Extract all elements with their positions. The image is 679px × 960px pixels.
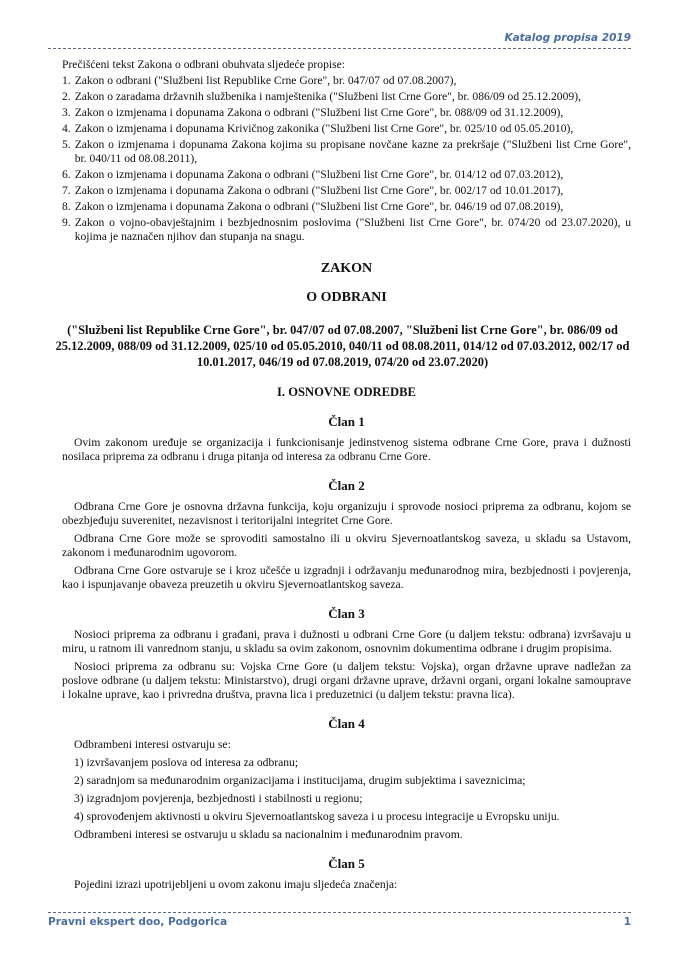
list-item-text: Zakon o izmjenama i dopunama Zakona kojima su propisane novčane kazne za prekršaje ("Službeni list Crne Gore", br. 040/11 od 08.08.2011), [74, 138, 631, 165]
article-4-item: 1) izvršavanjem poslova od interesa za odbranu; [74, 756, 299, 769]
article-1-title: Član 1 [328, 414, 365, 429]
list-item-number: 3. [62, 106, 71, 119]
article-4-item: 4) sprovođenjem aktivnosti u okviru Sjevernoatlantskog saveza i u procesu integracije u Evropsku uniju. [74, 810, 560, 823]
footer-publisher: Pravni ekspert doo, Podgorica [48, 916, 228, 928]
article-3-title: Član 3 [328, 606, 365, 621]
article-3-paragraph: Nosioci priprema za odbranu i građani, prava i dužnosti u odbrani Crne Gore (u daljem tekstu: odbrana) izvršavaju u miru, u ratnom ili vanrednom stanju, u skladu sa ovim zakonom, osnovnim dokumentima odbrane i drugim propisima. [62, 628, 631, 655]
page-number: 1 [623, 916, 631, 928]
list-item [62, 74, 631, 88]
article-2-title: Član 2 [328, 478, 365, 493]
list-item-text: Zakon o zaradama državnih službenika i namještenika ("Službeni list Crne Gore", br. 086/09 od 25.12.2009), [74, 90, 581, 103]
article-2-paragraph: Odbrana Crne Gore ostvaruje se i kroz učešće u izgradnji i održavanju međunarodnog mira, bezbjednosti i povjerenja, kao i ispunjavanje obaveza preuzetih u okviru Sjevernoatlantskog saveza. [62, 564, 631, 591]
list-item [62, 138, 631, 166]
document-body [55, 58, 631, 896]
list-item [62, 200, 631, 214]
page-footer [48, 912, 631, 929]
section-title: I. OSNOVNE ODREDBE [277, 385, 416, 399]
list-item [62, 90, 631, 104]
article-3-paragraph: Nosioci priprema za odbranu su: Vojska Crne Gore (u daljem tekstu: Vojska), organ državne uprave nadležan za poslove odbrane (u daljem tekstu: Ministarstvo), drugi organi državne uprave, državni organi, organi lokalne samouprave i lokalne uprave, kao i privredna društva, pravna lica i preduzetnici (u daljem tekstu: pravna lica). [62, 660, 631, 701]
article-2-paragraph: Odbrana Crne Gore je osnovna državna funkcija, koju organizuju i sprovode nosioci priprema za odbranu, kojom se obezbjeđuju suverenitet, nezavisnost i teritorijalni integritet Crne Gore. [62, 500, 631, 527]
list-item [62, 168, 631, 182]
law-title: ZAKON [320, 261, 373, 276]
regulations-list [62, 74, 631, 244]
article-4-paragraph: Odbrambeni interesi ostvaruju se: [74, 738, 231, 751]
article-2-paragraph: Odbrana Crne Gore može se sprovoditi samostalno ili u okviru Sjevernoatlantskog saveza, u skladu sa Ustavom, zakonom i međunarodnim ugovorom. [62, 532, 631, 559]
gazette-references: ("Službeni list Republike Crne Gore", br. 047/07 od 07.08.2007, "Službeni list Crne Gore", br. 086/09 od 25.12.2009, 088/09 od 31.12.2009, 025/10 od 05.05.2010, 040/11 od 08.08.2011, 014/12 od 07.03.2012, 002/17 od 10.01.2017, 046/19 od 07.08.2019, 074/20 od 23.07.2020) [55, 323, 630, 369]
list-item-text: Zakon o izmjenama i dopunama Zakona o odbrani ("Službeni list Crne Gore", br. 088/09 od 31.12.2009), [74, 106, 564, 119]
list-item-number: 1. [62, 74, 71, 87]
list-item [62, 184, 631, 198]
list-item-text: Zakon o odbrani ("Službeni list Republike Crne Gore", br. 047/07 od 07.08.2007), [74, 74, 457, 87]
list-item-number: 8. [62, 200, 71, 213]
article-4-item: 3) izgradnjom povjerenja, bezbjednosti i stabilnosti u regionu; [74, 792, 363, 805]
law-subtitle: O ODBRANI [306, 290, 387, 305]
list-item [62, 216, 631, 244]
list-item-text: Zakon o izmjenama i dopunama Zakona o odbrani ("Službeni list Crne Gore", br. 046/19 od 07.08.2019), [74, 200, 564, 213]
list-item [62, 122, 631, 136]
article-5-paragraph: Pojedini izrazi upotrijebljeni u ovom zakonu imaju sljedeća značenja: [74, 878, 398, 891]
list-item-number: 5. [62, 138, 71, 151]
article-4-item: 2) saradnjom sa međunarodnim organizacijama i institucijama, drugim subjektima i saveznicima; [74, 774, 526, 787]
article-4-paragraph: Odbrambeni interesi se ostvaruju u skladu sa nacionalnim i međunarodnim pravom. [74, 828, 463, 841]
list-item-number: 6. [62, 168, 71, 181]
list-item-number: 7. [62, 184, 71, 197]
list-item-text: Zakon o izmjenama i dopunama Zakona o odbrani ("Službeni list Crne Gore", br. 002/17 od 10.01.2017), [74, 184, 564, 197]
article-1-paragraph: Ovim zakonom uređuje se organizacija i funkcionisanje jedinstvenog sistema odbrane Crne Gore, prava i dužnosti nosilaca pripremа za odbranu i druga pitanja od interesa za odbranu Crne Gore. [62, 436, 631, 463]
article-5-title: Član 5 [328, 856, 365, 871]
intro-text: Prečišćeni tekst Zakona o odbrani obuhvata sljedeće propise: [62, 58, 345, 71]
page-header [48, 32, 631, 49]
list-item [62, 106, 631, 120]
list-item-number: 2. [62, 90, 71, 103]
list-item-text: Zakon o vojno-obavještajnim i bezbjednosnim poslovima ("Službeni list Crne Gore", br. 074/20 od 23.07.2020), u kojima je naznačen njihov dan stupanja na snagu. [74, 216, 631, 243]
list-item-text: Zakon o izmjenama i dopunama Krivičnog zakonika ("Službeni list Crne Gore", br. 025/10 od 05.05.2010), [74, 122, 574, 135]
header-title: Katalog propisa 2019 [504, 32, 631, 44]
article-4-title: Član 4 [328, 716, 365, 731]
list-item-text: Zakon o izmjenama i dopunama Zakona o odbrani ("Službeni list Crne Gore", br. 014/12 od 07.03.2012), [74, 168, 564, 181]
list-item-number: 4. [62, 122, 71, 135]
list-item-number: 9. [62, 216, 71, 229]
